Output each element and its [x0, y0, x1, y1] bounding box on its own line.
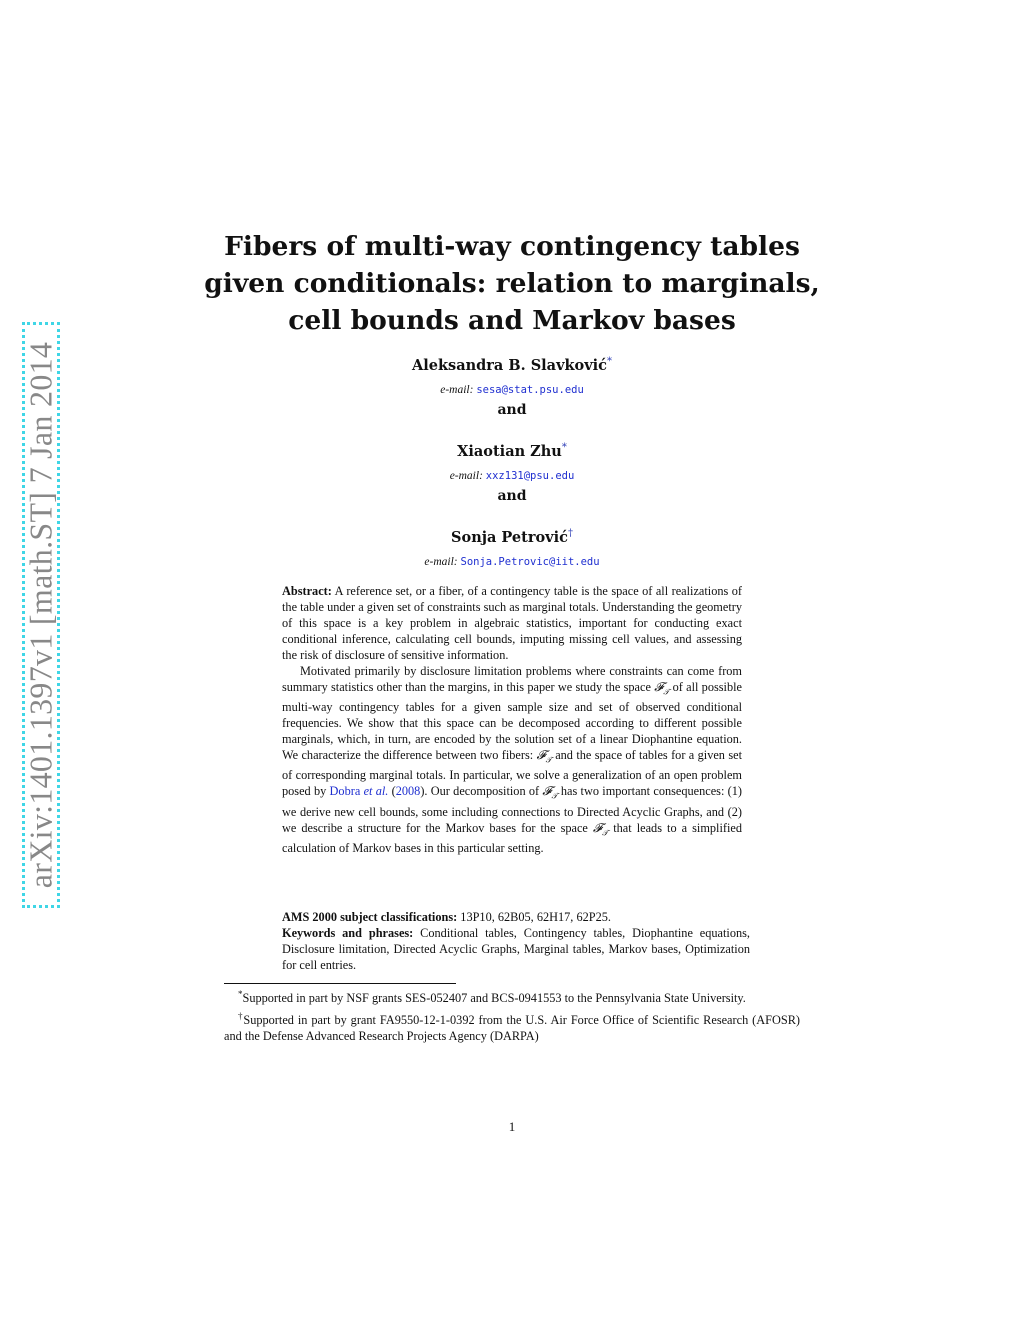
- ams-classification: [282, 910, 750, 926]
- fiber-symbol: 𝓕$_𝒯$: [536, 747, 552, 765]
- abstract-text: has two important consequences: (1) we derive new cell bounds, some including connections to Directed Acyclic Graphs, and (2) we describe a structure for the Markov bases for the space: [282, 784, 742, 835]
- fiber-symbol: 𝓕$_𝒯$: [592, 820, 609, 838]
- abstract: [282, 584, 742, 857]
- author-name: Xiaotian Zhu: [457, 443, 562, 460]
- footnote-text: Supported in part by NSF grants SES-052407 and BCS-0941553 to the Pennsylvania State University.: [242, 991, 746, 1005]
- abstract-paragraph-2: Motivated primarily by disclosure limitation problems where constraints can come from summary statistics other than the margins, in this paper we study the space 𝓕$_𝒯$ of all possible multi-way contingency tables for a given sample size and set of observed conditional frequencies. We show that this space can be decomposed according to different possible marginals, which, in turn, are encoded by the solution set of a linear Diophantine equation. We characterize the difference between two fibers: 𝓕$_𝒯$ and the space of tables for a given set of corresponding marginal totals. In particular, we solve a generalization of an open problem posed by Dobra et al. (2008). Our decomposition of 𝓕$_𝒯$ has two important consequences: (1) we derive new cell bounds, some including connections to Directed Acyclic Graphs, and (2) we describe a structure for the Markov bases for the space 𝓕$_𝒯$ that leads to a simplified calculation of Markov bases in this particular setting.: [282, 663, 743, 856]
- footnote-1: [224, 987, 800, 1007]
- email-label: e-mail:: [449, 470, 483, 482]
- abstract-text: and the space of tables for a given set of corresponding marginal totals. In particular, we solve a generalization of an open problem posed by: [282, 747, 742, 799]
- and-separator: and: [497, 402, 527, 418]
- ams-text: 13P10, 62B05, 62H17, 62P25.: [460, 910, 611, 924]
- footnote-mark: †: [238, 1010, 244, 1021]
- title-line: given conditionals: relation to marginals,: [204, 268, 820, 299]
- citation-year-link[interactable]: 2008: [395, 784, 421, 799]
- arxiv-stamp: [22, 322, 60, 908]
- ams-label: AMS 2000 subject classifications:: [282, 910, 458, 924]
- keywords-label: Keywords and phrases:: [282, 925, 414, 940]
- classification-block: [282, 910, 750, 974]
- author-footnote-link[interactable]: †: [567, 528, 573, 539]
- author-footnote-link[interactable]: *: [607, 356, 612, 367]
- author-2: [200, 442, 824, 460]
- abstract-label: Abstract:: [282, 584, 332, 598]
- abstract-paragraph-1: [282, 584, 742, 664]
- title-line: cell bounds and Markov bases: [288, 305, 736, 336]
- author-1-email-line: [200, 384, 824, 396]
- fiber-symbol: 𝓕$_𝒯$: [542, 784, 558, 801]
- email-label: e-mail:: [440, 384, 474, 396]
- author-name: Aleksandra B. Slavković: [412, 357, 607, 374]
- author-footnote-link[interactable]: *: [561, 442, 567, 453]
- email-link[interactable]: xxz131@psu.edu: [485, 470, 575, 482]
- footnote-text: Supported in part by grant FA9550-12-1-0392 from the U.S. Air Force Office of Scientific Research (AFOSR) and the Defense Advanced Research Projects Agency (DARPA): [224, 1012, 800, 1043]
- keywords-text: Conditional tables, Contingency tables, Diophantine equations, Disclosure limitation, Directed Acyclic Graphs, Marginal tables, Markov bases, Optimization for cell entries.: [282, 925, 750, 972]
- abstract-text: Our decomposition of: [430, 784, 540, 799]
- footnote-2: [224, 1009, 800, 1045]
- email-link[interactable]: Sonja.Petrovic@iit.edu: [460, 556, 600, 568]
- author-3-email-line: [200, 556, 824, 568]
- author-name: Sonja Petrović: [451, 529, 568, 546]
- footnotes: [224, 987, 800, 1046]
- abstract-text: A reference set, or a fiber, of a contingency table is the space of all realizations of the table under a given set of constraints such as marginal totals. Understanding the geometry of this space is a key problem in algebraic statistics, important for conducting exact conditional inference, calculating cell bounds, imputing missing cell values, and assessing the risk of disclosure of sensitive information.: [282, 584, 742, 662]
- email-link[interactable]: sesa@stat.psu.edu: [476, 384, 584, 396]
- email-label: e-mail:: [424, 556, 458, 568]
- and-separator: and: [497, 488, 527, 504]
- page-number: 1: [508, 1119, 516, 1134]
- author-2-email-line: [200, 470, 824, 482]
- abstract-text: of all possible multi-way contingency tables for a given sample size and set of observed conditional frequencies. We show that this space can be decomposed according to different possible marginals, which, in turn, are encoded by the solution set of a linear Diophantine equation. We characterize the difference between two fibers:: [282, 679, 742, 762]
- fiber-symbol: 𝓕$_𝒯$: [654, 679, 670, 697]
- paper-title: [180, 228, 844, 339]
- footnote-rule: [224, 983, 456, 984]
- citation-link[interactable]: Dobra et al.: [329, 784, 389, 799]
- abstract-text: Motivated primarily by disclosure limitation problems where constraints can come from summary statistics other than the margins, in this paper we study the space: [282, 663, 742, 694]
- abstract-text: that leads to a simplified calculation of Markov bases in this particular setting.: [282, 820, 743, 856]
- keywords: [282, 926, 750, 974]
- title-line: Fibers of multi-way contingency tables: [224, 231, 800, 262]
- arxiv-id: arXiv:1401.1397v1 [math.ST] 7 Jan 2014: [22, 341, 59, 889]
- author-3: [200, 528, 824, 546]
- author-1: [200, 356, 824, 374]
- footnote-mark: *: [238, 989, 243, 999]
